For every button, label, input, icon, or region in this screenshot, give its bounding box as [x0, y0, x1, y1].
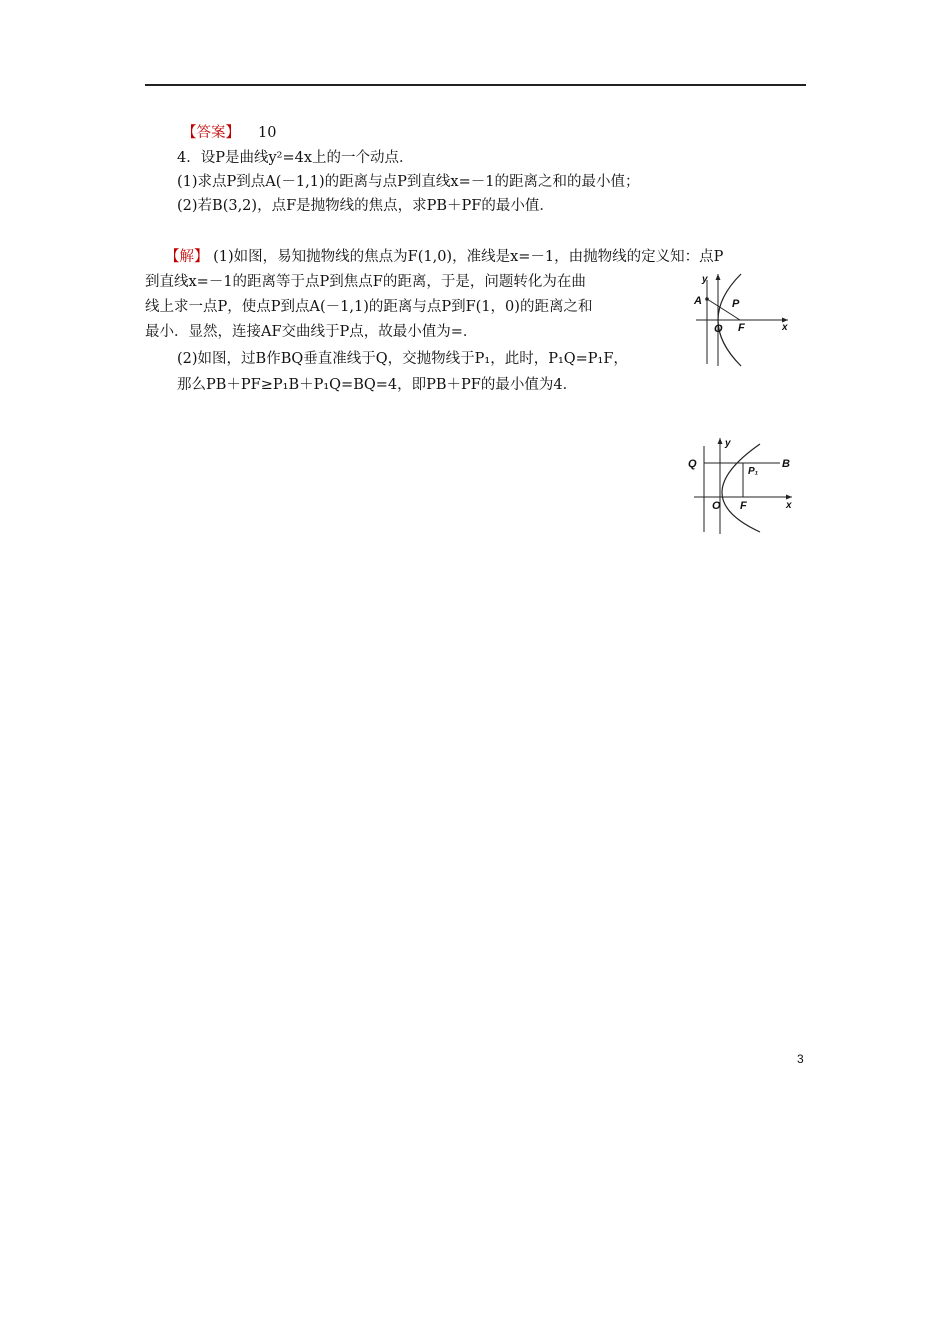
answer-tag: 【答案】	[182, 125, 240, 141]
x-axis-arrow	[786, 495, 792, 500]
answer-value: 10	[258, 125, 277, 141]
y-axis-arrow	[716, 274, 721, 280]
page-number: 3	[797, 1052, 804, 1066]
solution-tag: 【解】	[165, 249, 209, 265]
parabola-figure-2	[684, 432, 804, 536]
label-p1: P₁	[748, 466, 759, 477]
solution-text-1: (1)如图，易知抛物线的焦点为F(1,0)，准线是x=－1，由抛物线的定义知：点P	[213, 249, 724, 265]
label-x: x	[782, 322, 788, 333]
solution-line-5: (2)如图，过B作BQ垂直准线于Q，交抛物线于P₁，此时，P₁Q=P₁F，	[177, 351, 628, 367]
problem-stem: 4．设P是曲线y²=4x上的一个动点．	[177, 150, 414, 166]
label-p: P	[732, 298, 740, 310]
solution-line-2: 到直线x=－1的距离等于点P到焦点F的距离，于是，问题转化为在曲	[145, 274, 586, 290]
label-f: F	[738, 322, 745, 334]
header-rule	[145, 84, 806, 86]
label-y: y	[725, 438, 731, 449]
solution-line-1	[165, 248, 723, 266]
label-q: Q	[688, 458, 697, 470]
label-x: x	[786, 500, 792, 511]
solution-line-6: 那么PB＋PF≥P₁B＋P₁Q=BQ=4，即PB＋PF的最小值为4．	[177, 377, 578, 393]
solution-line-4: 最小．显然，连接AF交曲线于P点，故最小值为=．	[145, 324, 478, 340]
parabola-curve	[722, 444, 760, 532]
answer-line	[182, 124, 276, 142]
label-f: F	[740, 500, 747, 512]
label-a: A	[694, 295, 702, 307]
parabola-figure-1	[688, 268, 798, 368]
point-a	[705, 297, 709, 301]
y-axis-arrow	[718, 438, 723, 444]
solution-line-3: 线上求一点P，使点P到点A(－1,1)的距离与点P到F(1，0)的距离之和	[145, 299, 593, 315]
problem-part1: (1)求点P到点A(－1,1)的距离与点P到直线x=－1的距离之和的最小值；	[177, 174, 640, 190]
label-o: O	[712, 500, 721, 512]
label-o: O	[714, 323, 723, 335]
label-y: y	[702, 274, 708, 285]
label-b: B	[782, 458, 790, 470]
problem-part2: (2)若B(3,2)，点F是抛物线的焦点，求PB＋PF的最小值．	[177, 198, 554, 214]
